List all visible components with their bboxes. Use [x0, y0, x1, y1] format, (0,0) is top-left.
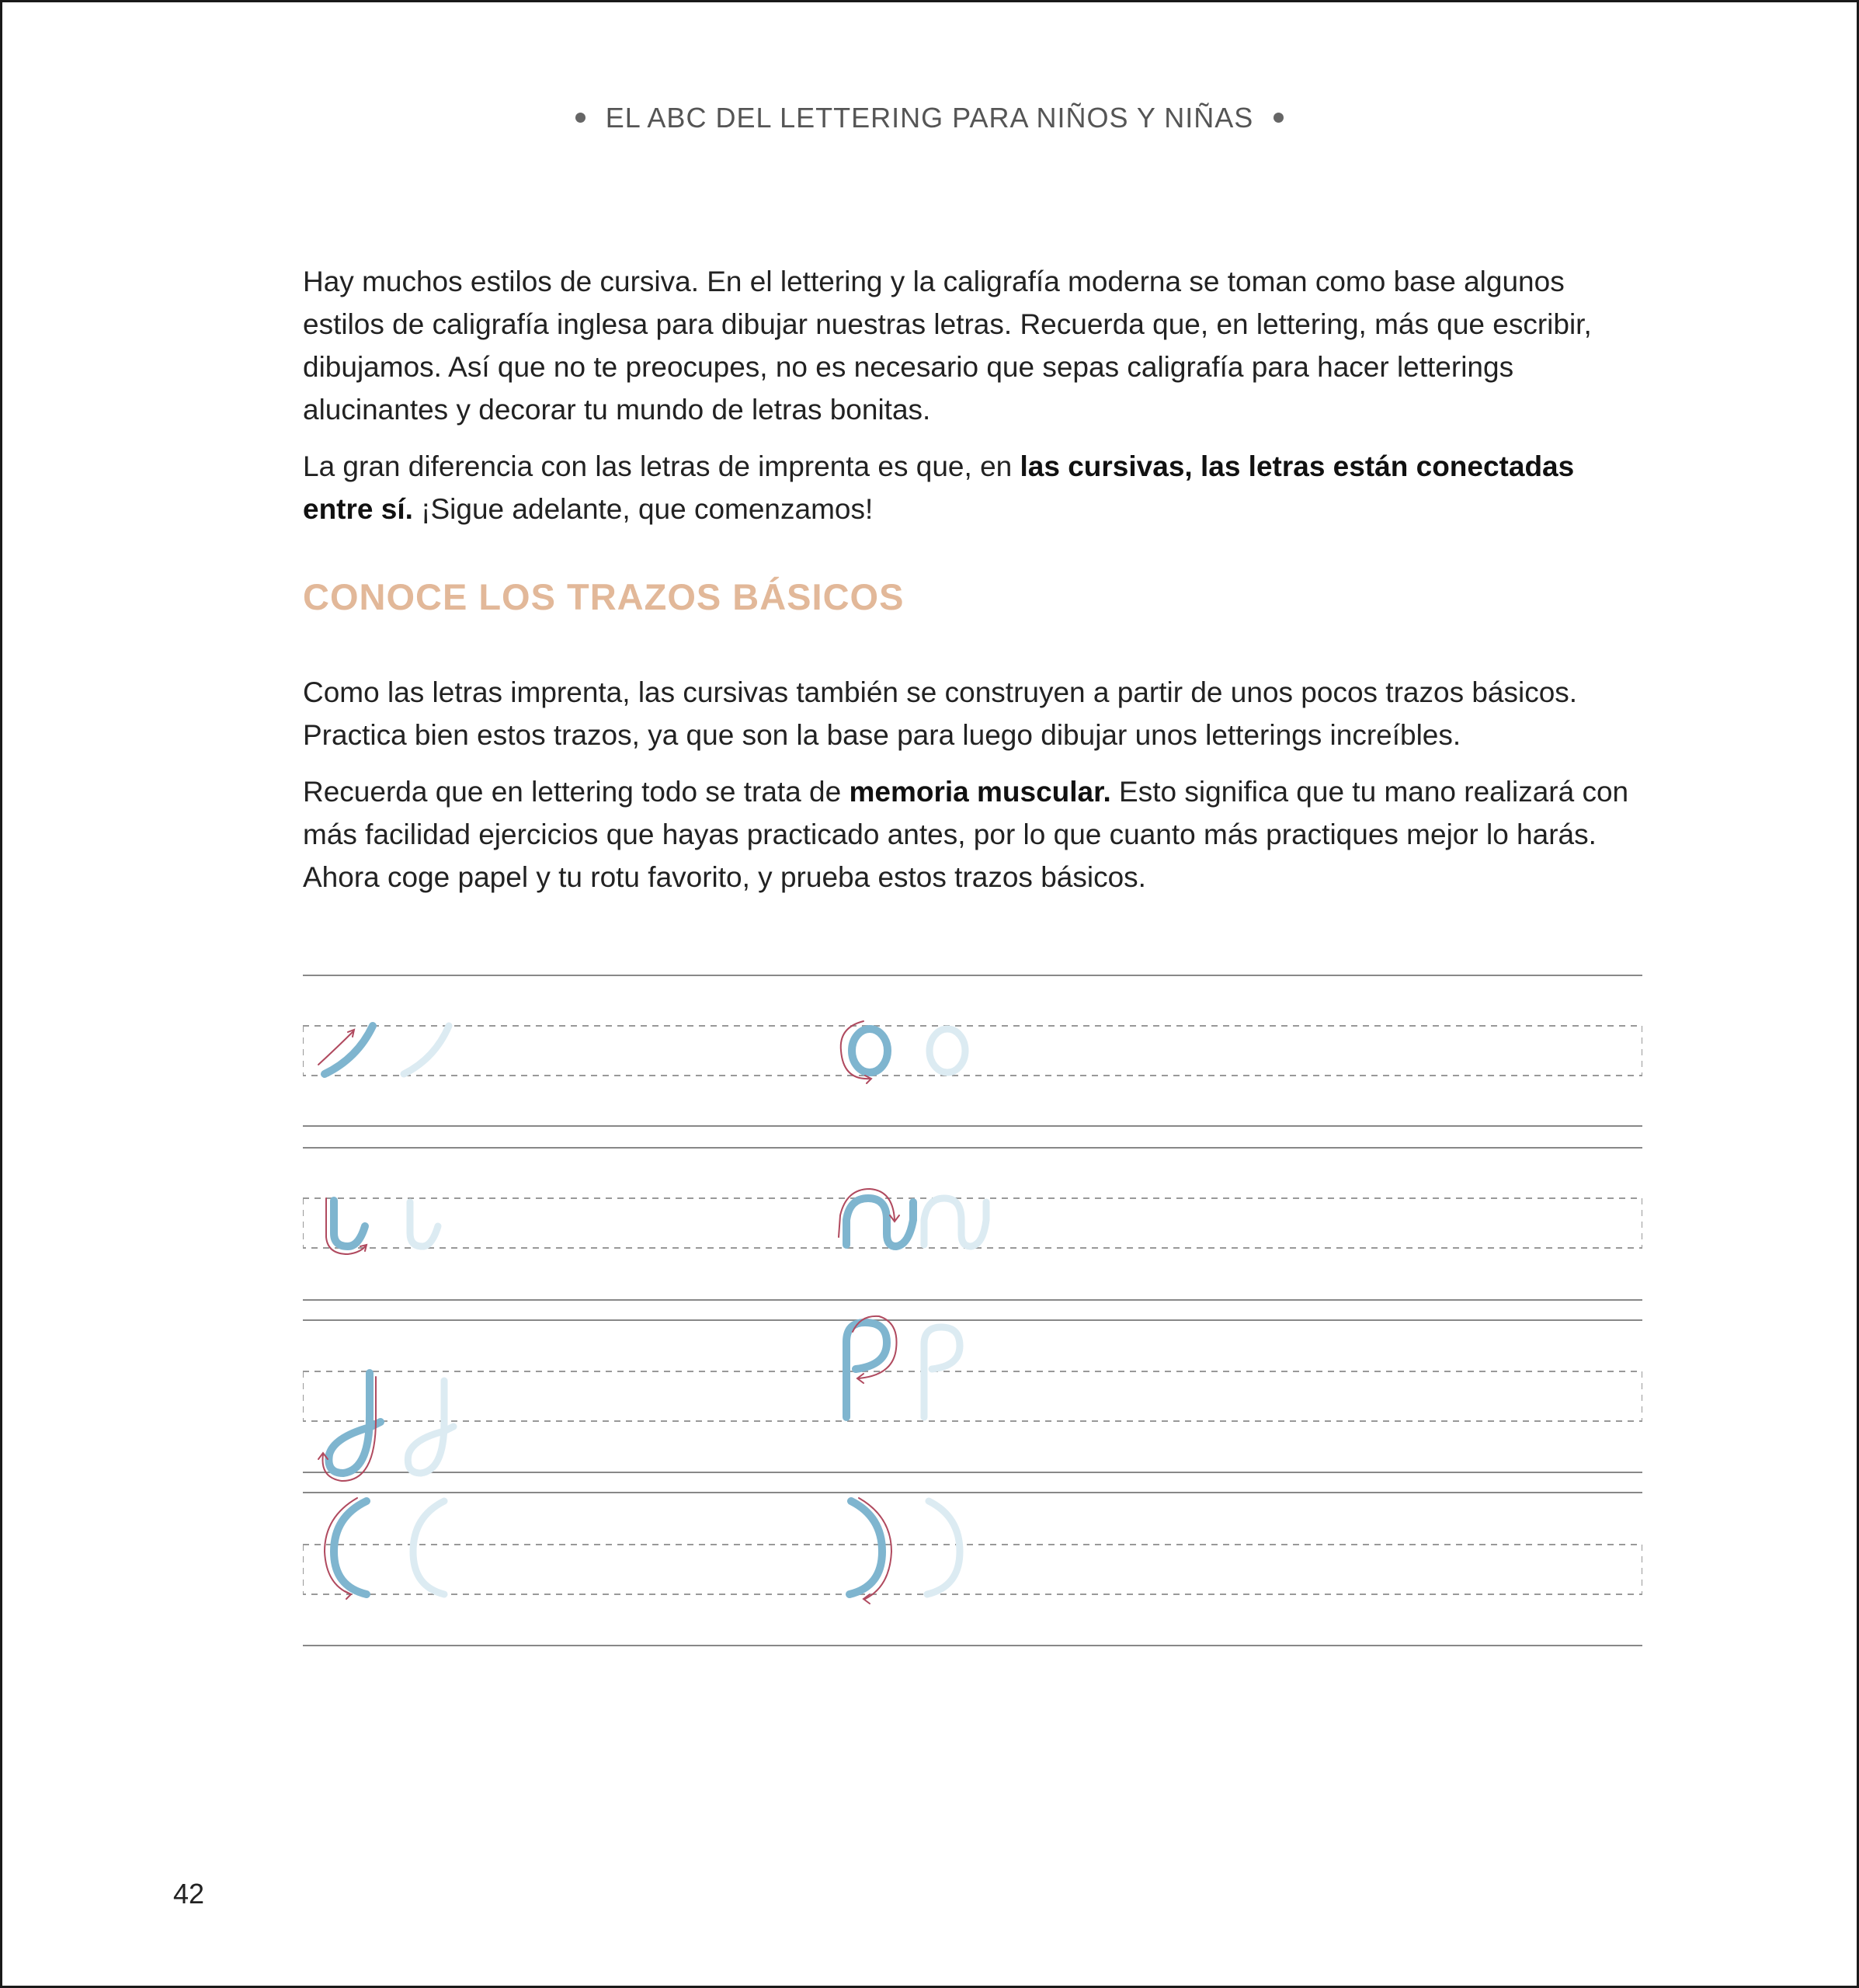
page-number: 42 — [173, 1878, 205, 1910]
section-paragraph-1: Como las letras imprenta, las cursivas también se construyen a partir de unos pocos trazos básicos. Practica bien estos trazos, ya que son la base para luego dibujar unos letterings increíbles. — [303, 676, 1578, 751]
intro-paragraph-2-end: ¡Sigue adelante, que comenzamos! — [412, 493, 874, 525]
bullet-dot-icon — [1274, 113, 1284, 123]
section-paragraph-2-text: Recuerda que en lettering todo se trata de — [303, 776, 850, 808]
stroke-ascending-loop — [846, 1316, 960, 1417]
stroke-right-curve — [850, 1498, 960, 1604]
stroke-upstroke — [318, 1026, 449, 1074]
running-header — [2, 102, 1857, 134]
section-paragraph-2-bold: memoria muscular. — [849, 776, 1111, 808]
intro-paragraph-2-text: La gran diferencia con las letras de imprenta es que, en — [303, 450, 1020, 482]
intro-paragraph-2 — [303, 445, 1642, 530]
intro-paragraph-1: Hay muchos estilos de cursiva. En el lettering y la caligrafía moderna se toman como base algunos estilos de caligrafía inglesa para dibujar nuestras letras. Recuerda que, en lettering, más que escribir, dibujamos. Así que no te preocupes, no es necesario que sepas caligrafía para hacer letterings alucinantes y decorar tu mundo de letras bonitas. — [303, 266, 1592, 426]
bullet-dot-icon — [575, 113, 585, 123]
main-text — [303, 260, 1642, 912]
stroke-descending-loop — [318, 1373, 453, 1481]
section-heading: CONOCE LOS TRAZOS BÁSICOS — [303, 576, 905, 617]
intro-paragraph-2-bold: las cursivas, las letras están conectadas entre sí. — [303, 450, 1575, 525]
running-title: EL ABC DEL LETTERING PARA NIÑOS Y NIÑAS — [605, 102, 1254, 134]
stroke-underturn — [326, 1198, 438, 1254]
section-paragraph-2-end: Esto significa que tu mano realizará con más facilidad ejercicios que hayas practicado antes, por lo que cuanto más practiques mejor lo harás. Ahora coge papel y tu rotu favorito, y prueba estos trazos básicos. — [303, 776, 1629, 893]
stroke-left-curve — [325, 1498, 444, 1599]
practice-guidelines — [303, 973, 1642, 1656]
practice-worksheet — [303, 973, 1642, 1656]
section-paragraph-2 — [303, 770, 1642, 898]
stroke-oval — [841, 1021, 965, 1083]
